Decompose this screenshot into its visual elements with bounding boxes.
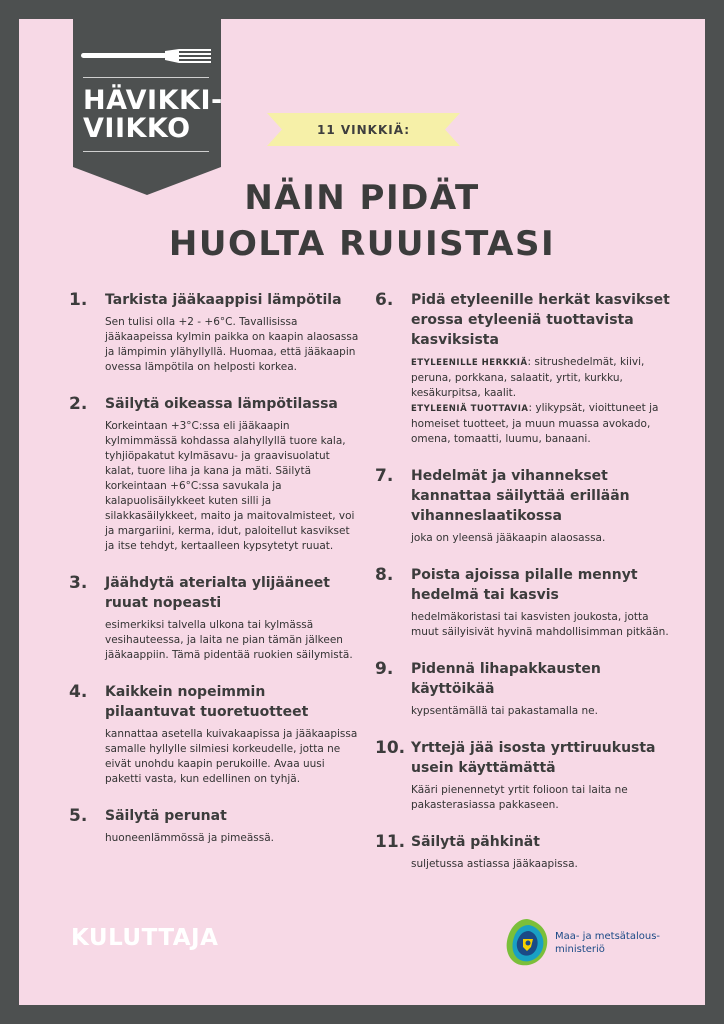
sensitive-list: : sitrushedelmät, kiivi, peruna, porkkana, salaatit, yrtit, kurkku, kesäkurpitsa, kaalit.: [411, 356, 645, 399]
page-title: [19, 175, 705, 267]
tip-heading: Säilytä perunat: [105, 808, 227, 824]
tip-number: 6.: [375, 290, 394, 310]
tip-heading: Jäähdytä aterialta ylijääneet ruuat nopeasti: [105, 575, 330, 611]
tips-column-left: [69, 290, 359, 846]
title-line-2: HUOLTA RUUISTASI: [168, 224, 556, 264]
badge-line-2: VIIKKO: [83, 113, 191, 144]
poster: [19, 19, 705, 1005]
tip-number: 10.: [375, 738, 406, 758]
tip-body: hedelmäkoristasi tai kasvisten joukosta, jotta muut säilyisivät hyvinä mahdollisimman pitkään.: [411, 611, 669, 638]
tip-body: suljetussa astiassa jääkaapissa.: [411, 858, 578, 870]
ministry-name: [555, 930, 660, 956]
badge-title: [83, 85, 223, 144]
tip-body: kannattaa asetella kuivakaapissa ja jääkaapissa samalle hyllylle silmiesi korkeudelle, jotta ne eivät unohdu kaapin perukoille. Avaa uusi paketti vasta, kun edellinen on tyhjä.: [105, 728, 358, 785]
tip-6: [375, 290, 675, 447]
kuluttaja-logo: KULUTTAJA: [71, 925, 219, 951]
tip-number: 9.: [375, 659, 394, 679]
sensitive-label: ETYLEENILLE HERKKIÄ: [411, 358, 528, 368]
tip-heading: Poista ajoissa pilalle mennyt hedelmä tai kasvis: [411, 567, 638, 603]
tips-column-right: [375, 290, 675, 872]
tip-number: 4.: [69, 682, 88, 702]
title-line-1: NÄIN PIDÄT: [244, 178, 480, 218]
tip-heading: Kaikkein nopeimmin pilaantuvat tuoretuotteet: [105, 684, 309, 720]
tip-body: kypsentämällä tai pakastamalla ne.: [411, 705, 598, 717]
tip-heading: Pidennä lihapakkausten käyttöikää: [411, 661, 601, 697]
tip-heading: Tarkista jääkaappisi lämpötila: [105, 292, 342, 308]
tip-number: 11.: [375, 832, 406, 852]
tip-7: [375, 466, 675, 546]
tip-1: [69, 290, 359, 375]
tip-11: [375, 832, 675, 872]
ministry-line-1: Maa- ja metsätalous-: [555, 931, 661, 942]
tip-heading: Säilytä oikeassa lämpötilassa: [105, 396, 338, 412]
tip-body: [411, 355, 675, 447]
tip-2: [69, 394, 359, 554]
producing-label: ETYLEENIÄ TUOTTAVIA: [411, 404, 529, 414]
tip-9: [375, 659, 675, 719]
badge-divider-top: [83, 77, 209, 78]
producing-list: : ylikypsät, vioittuneet ja homeiset tuotteet, ja muun muassa avokado, omena, tomaatti, luumu, banaani.: [411, 402, 659, 445]
tip-number: 8.: [375, 565, 394, 585]
ministry-logo-icon: [503, 917, 551, 969]
tip-heading: Hedelmät ja vihannekset kannattaa säilyttää erillään vihanneslaatikossa: [411, 468, 630, 524]
tips-count-banner: [267, 113, 460, 146]
fork-icon: [81, 47, 213, 65]
tip-number: 5.: [69, 806, 88, 826]
tip-3: [69, 573, 359, 663]
banner-label: 11 VINKKIÄ:: [316, 122, 411, 137]
tip-number: 3.: [69, 573, 88, 593]
tip-heading: Säilytä pähkinät: [411, 834, 540, 850]
tip-body: Korkeintaan +3°C:ssa eli jääkaapin kylmimmässä kohdassa alahyllyllä tuore kala, tyhjiöpakatut kylmäsavu- ja graavisuolatut kalat, tuore liha ja kana ja mäti. Säilytä korkeintaan +6°C:ssa savukala ja kalapuolisäilykkeet kuten silli ja silakkasäilykkeet, maito ja maitovalmisteet, voi ja margariini, kerma, idut, paloitellut kasvikset ja itse tehdyt, kertaalleen kypsytetyt ruuat.: [105, 420, 355, 552]
tip-4: [69, 682, 359, 787]
badge-line-1: HÄVIKKI-: [83, 85, 223, 116]
tip-body: huoneenlämmössä ja pimeässä.: [105, 832, 275, 844]
tip-5: [69, 806, 359, 846]
tip-heading: Yrttejä jää isosta yrttiruukusta usein käyttämättä: [411, 740, 656, 776]
havikkiviikko-badge: [73, 19, 221, 195]
badge-divider-bottom: [83, 151, 209, 152]
tip-heading: Pidä etyleenille herkät kasvikset erossa etyleeniä tuottavista kasviksista: [411, 292, 670, 348]
tip-number: 2.: [69, 394, 88, 414]
tip-body: Kääri pienennetyt yrtit folioon tai laita ne pakasterasiassa pakkaseen.: [411, 784, 628, 811]
tip-10: [375, 738, 675, 813]
tip-number: 1.: [69, 290, 88, 310]
tip-number: 7.: [375, 466, 394, 486]
tip-body: Sen tulisi olla +2 - +6°C. Tavallisissa jääkaapeissa kylmin paikka on kaapin alaosassa ja lämpimin ylähyllyllä. Huomaa, että jääkaapin ovessa lämpötila on helposti korkea.: [105, 316, 359, 373]
tip-body: esimerkiksi talvella ulkona tai kylmässä vesihauteessa, ja laita ne pian tämän jälkeen jääkaappiin. Tämä pidentää ruokien säilymistä.: [105, 619, 353, 661]
ministry-line-2: ministeriö: [555, 944, 605, 955]
tip-8: [375, 565, 675, 640]
tip-body: joka on yleensä jääkaapin alaosassa.: [411, 532, 606, 544]
